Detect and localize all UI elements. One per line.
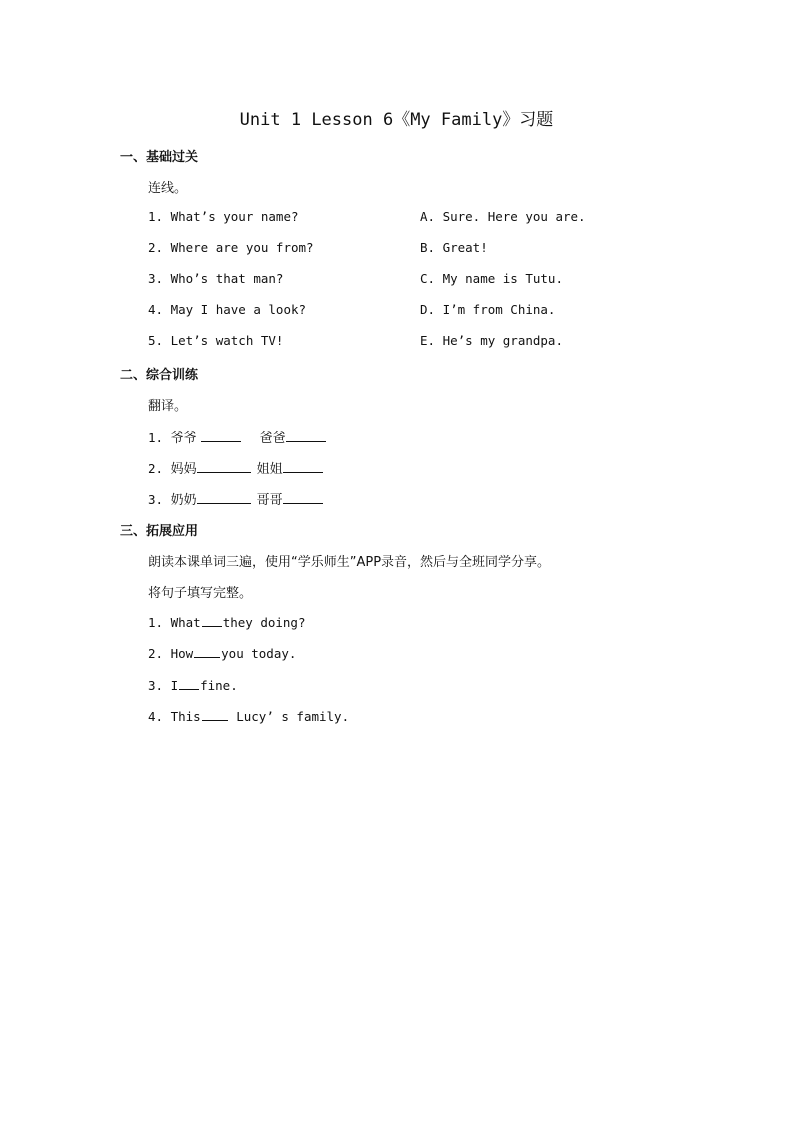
section-heading-2: 二、综合训练 [120,368,199,383]
translation-word: 妈妈 [170,462,197,477]
row-number: 1. [148,430,171,445]
match-right-item: E. He’s my grandpa. [420,333,563,348]
answer-blank[interactable] [286,429,326,442]
row-number: 3. [148,492,171,507]
match-left-item: 3. Who’s that man? [148,271,284,286]
match-left-item: 1. What’s your name? [148,209,299,224]
page-title: Unit 1 Lesson 6《My Family》习题 [239,110,554,130]
fill-sentence [148,614,305,630]
answer-blank[interactable] [179,677,199,690]
answer-blank[interactable] [202,614,222,627]
translation-word: 哥哥 [256,493,283,508]
sentence-end: they doing? [222,615,306,630]
match-left-item: 5. Let’s watch TV! [148,333,284,348]
translation-word: 奶奶 [170,493,197,508]
sentence-end: fine. [200,678,238,693]
fill-sentence [148,677,238,693]
answer-blank[interactable] [197,491,251,504]
sentence-start: 3. I [148,678,179,693]
sentence-start: 4. This [148,709,201,724]
match-left-item: 2. Where are you from? [148,240,314,255]
sentence-end: Lucy’ s family. [228,709,350,724]
section-heading-1: 一、基础过关 [120,150,199,165]
section-heading-3: 三、拓展应用 [120,524,199,539]
answer-blank[interactable] [194,645,220,658]
sentence-end: you today. [221,646,297,661]
match-right-item: B. Great! [420,240,488,255]
section2-instruction: 翻译。 [148,399,188,414]
answer-blank[interactable] [202,708,228,721]
translation-word: 姐姐 [256,462,283,477]
match-right-item: C. My name is Tutu. [420,271,563,286]
section3-instruction-1: 朗读本课单词三遍，使用“学乐师生”APP录音，然后与全班同学分享。 [148,555,551,570]
row-number: 2. [148,461,171,476]
translation-row [148,458,327,477]
translation-word: 爸爸 [259,431,286,446]
match-right-item: A. Sure. Here you are. [420,209,586,224]
answer-blank[interactable] [283,491,323,504]
match-left-item: 4. May I have a look? [148,302,307,317]
translation-row [148,427,330,446]
sentence-start: 2. How [148,646,194,661]
translation-row [148,489,327,508]
answer-blank[interactable] [283,460,323,473]
section1-instruction: 连线。 [148,181,188,196]
answer-blank[interactable] [197,460,251,473]
answer-blank[interactable] [201,429,241,442]
match-right-item: D. I’m from China. [420,302,556,317]
fill-sentence [148,645,296,661]
fill-sentence [148,708,349,724]
translation-word: 爷爷 [170,431,197,446]
section3-instruction-2: 将句子填写完整。 [148,586,253,601]
sentence-start: 1. What [148,615,201,630]
